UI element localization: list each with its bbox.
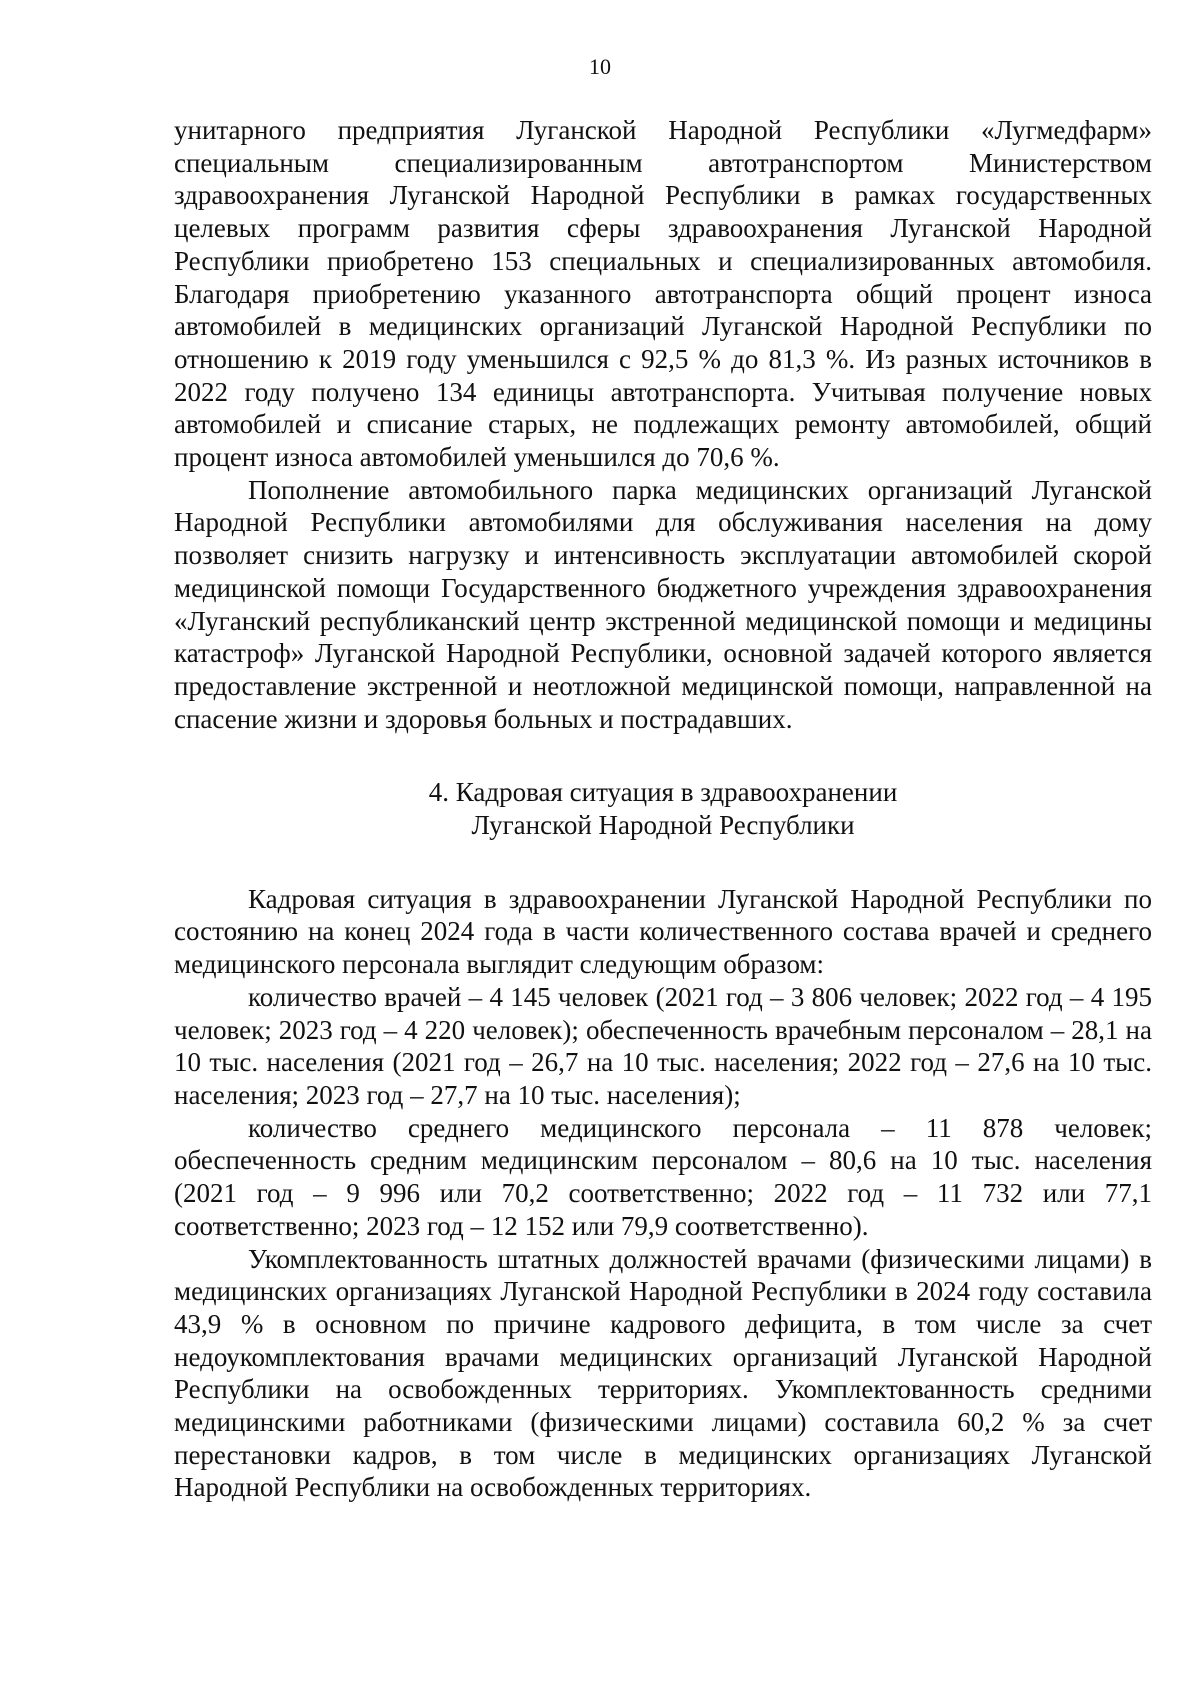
paragraph-doctors-count: количество врачей – 4 145 человек (2021 год – 3 806 человек; 2022 год – 4 195 человек; 2023 год – 4 220 человек); обеспеченность врачебным персоналом – 28,1 на 10 тыс. населения (2021 год – 26,7 на 10 тыс. населения; 2022 год – 27,6 на 10 тыс. населения; 2023 год – 27,7 на 10 тыс. населения);	[174, 981, 1152, 1110]
paragraph-nurses-count: количество среднего медицинского персонала – 11 878 человек; обеспеченность средним медицинским персоналом – 80,6 на 10 тыс. населения (2021 год – 9 996 или 70,2 соответственно; 2022 год – 11 732 или 77,1 соответственно; 2023 год – 12 152 или 79,9 соответственно).	[174, 1112, 1152, 1241]
section-heading-line-2: Луганской Народной Республики	[471, 810, 855, 841]
paragraph-fleet-replenishment: Пополнение автомобильного парка медицинских организаций Луганской Народной Республики автомобилями для обслуживания населения на дому позволяет снизить нагрузку и интенсивность эксплуатации автомобилей скорой медицинской помощи Государственного бюджетного учреждения здравоохранения «Луганский республиканский центр экстренной медицинской помощи и медицины катастроф» Луганской Народной Республики, основной задачей которого является предоставление экстренной и неотложной медицинской помощи, направленной на спасение жизни и здоровья больных и пострадавших.	[174, 474, 1152, 734]
paragraph-staffing-intro: Кадровая ситуация в здравоохранении Луганской Народной Республики по состоянию на конец 2024 года в части количественного состава врачей и среднего медицинского персонала выглядит следующим образом:	[174, 883, 1152, 980]
paragraph-staffing-level: Укомплектованность штатных должностей врачами (физическими лицами) в медицинских организациях Луганской Народной Республики в 2024 году составила 43,9 % в основном по причине кадрового дефицита, в том числе за счет недоукомплектования врачами медицинских организаций Луганской Народной Республики на освобожденных территориях. Укомплектованность средними медицинскими работниками (физическими лицами) составила 60,2 % за счет перестановки кадров, в том числе в медицинских организациях Луганской Народной Республики на освобожденных территориях.	[174, 1243, 1152, 1503]
page-number: 10	[589, 54, 611, 79]
section-heading	[174, 776, 1152, 841]
document-body	[174, 114, 1152, 1504]
section-heading-line-1: 4. Кадровая ситуация в здравоохранении	[428, 777, 898, 808]
paragraph-vehicles: унитарного предприятия Луганской Народной Республики «Лугмедфарм» специальным специализированным автотранспортом Министерством здравоохранения Луганской Народной Республики в рамках государственных целевых программ развития сферы здравоохранения Луганской Народной Республики приобретено 153 специальных и специализированных автомобиля. Благодаря приобретению указанного автотранспорта общий процент износа автомобилей в медицинских организаций Луганской Народной Республики по отношению к 2019 году уменьшился с 92,5 % до 81,3 %. Из разных источников в 2022 году получено 134 единицы автотранспорта. Учитывая получение новых автомобилей и списание старых, не подлежащих ремонту автомобилей, общий процент износа автомобилей уменьшился до 70,6 %.	[174, 115, 1152, 473]
